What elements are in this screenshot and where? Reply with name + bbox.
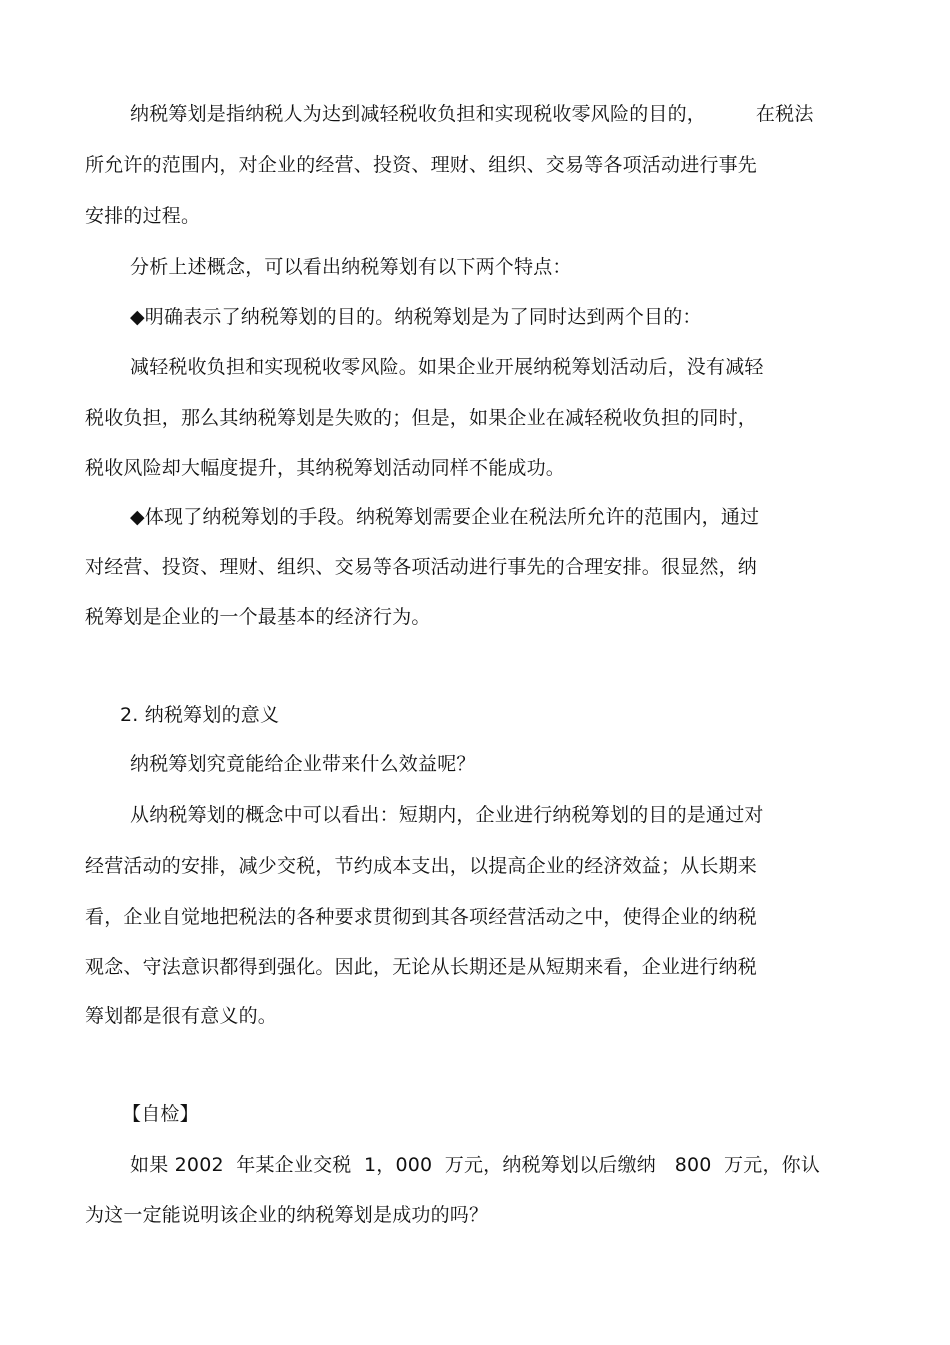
paragraph-line: 从纳税筹划的概念中可以看出：短期内，企业进行纳税筹划的目的是通过对 — [130, 804, 764, 826]
paragraph-line: 对经营、投资、理财、组织、交易等各项活动进行事先的合理安排。很显然，纳 — [85, 556, 758, 578]
paragraph-line: 税收负担，那么其纳税筹划是失败的；但是，如果企业在减轻税收负担的同时， — [85, 407, 758, 429]
section-heading: 2. 纳税筹划的意义 — [120, 704, 280, 726]
self-check-heading: 【自检】 — [122, 1103, 199, 1125]
paragraph-line: 税收风险却大幅度提升，其纳税筹划活动同样不能成功。 — [85, 457, 566, 479]
paragraph-line: 减轻税收负担和实现税收零风险。如果企业开展纳税筹划活动后，没有减轻 — [130, 356, 764, 378]
paragraph-line: 纳税筹划究竟能给企业带来什么效益呢？ — [130, 753, 476, 775]
bullet-line: ◆体现了纳税筹划的手段。纳税筹划需要企业在税法所允许的范围内，通过 — [130, 506, 760, 528]
paragraph-line: 如果 2002 年某企业交税 1，000 万元，纳税筹划以后缴纳 800 万元，你认 — [130, 1154, 821, 1176]
paragraph-line: 为这一定能说明该企业的纳税筹划是成功的吗？ — [85, 1204, 489, 1226]
paragraph-line: 筹划都是很有意义的。 — [85, 1005, 278, 1027]
paragraph-line: 安排的过程。 — [85, 205, 201, 227]
paragraph-line: 看，企业自觉地把税法的各种要求贯彻到其各项经营活动之中，使得企业的纳税 — [85, 906, 758, 928]
paragraph-line: 纳税筹划是指纳税人为达到减轻税收负担和实现税收零风险的目的， 在税法 — [130, 103, 814, 125]
paragraph-line: 所允许的范围内，对企业的经营、投资、理财、组织、交易等各项活动进行事先 — [85, 154, 758, 176]
paragraph-line: 税筹划是企业的一个最基本的经济行为。 — [85, 606, 431, 628]
bullet-line: ◆明确表示了纳税筹划的目的。纳税筹划是为了同时达到两个目的： — [130, 306, 702, 328]
paragraph-line: 经营活动的安排，减少交税，节约成本支出，以提高企业的经济效益；从长期来 — [85, 855, 758, 877]
paragraph-line: 观念、守法意识都得到强化。因此，无论从长期还是从短期来看，企业进行纳税 — [85, 956, 758, 978]
paragraph-line: 分析上述概念，可以看出纳税筹划有以下两个特点： — [130, 256, 572, 278]
